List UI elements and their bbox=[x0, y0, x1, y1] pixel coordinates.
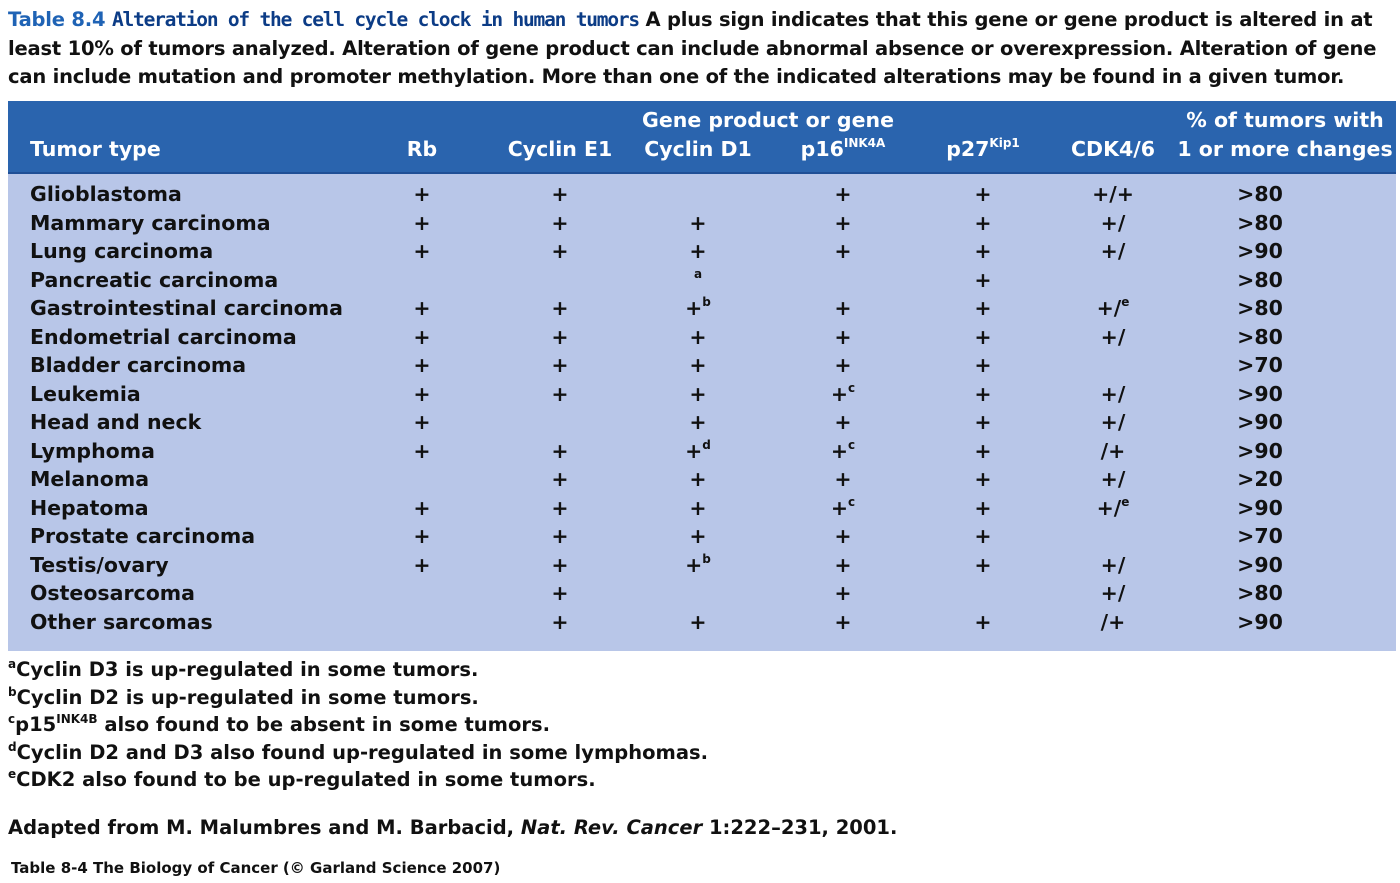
cell-percent: >90 bbox=[1237, 381, 1283, 406]
cell-p27: + bbox=[974, 296, 992, 320]
cell-rb: + bbox=[413, 410, 431, 434]
cell-p16: + bbox=[834, 609, 852, 634]
cell-p16: + bbox=[834, 467, 852, 491]
cell-percent: >90 bbox=[1237, 552, 1283, 577]
table-row bbox=[8, 237, 1396, 266]
cell-tumor-type: Endometrial carcinoma bbox=[30, 324, 297, 349]
cell-rb: + bbox=[413, 182, 431, 206]
cell-rb: + bbox=[413, 239, 431, 263]
table-description: A plus sign indicates that this gene or gene product is altered in at least 10% of tumors analyzed. Alteration of gene product can include abnormal absence or overexpression. Alteration of gene can include mutation and promoter methylation. More than one of the indicated alterations may be found in a given tumor. bbox=[8, 8, 1377, 88]
table-row bbox=[8, 266, 1396, 295]
cell-cdk46: +/ bbox=[1100, 239, 1126, 263]
cell-percent: >80 bbox=[1237, 324, 1283, 349]
header-cyclin-d1: Cyclin D1 bbox=[644, 137, 752, 161]
header-divider bbox=[8, 172, 1396, 174]
cell-p16: + bbox=[834, 239, 852, 263]
cell-cyclin-d1: +$^d$ bbox=[685, 437, 711, 463]
cell-percent: >80 bbox=[1237, 182, 1283, 206]
header-percent-line2: 1 or more changes bbox=[1177, 137, 1393, 161]
cell-tumor-type: Lymphoma bbox=[30, 438, 155, 463]
cell-cyclin-e1: + bbox=[551, 609, 569, 634]
cell-p27: + bbox=[974, 182, 992, 206]
cell-percent: >80 bbox=[1237, 267, 1283, 292]
cell-p16: + bbox=[834, 324, 852, 349]
cell-tumor-type: Leukemia bbox=[30, 381, 141, 406]
cell-p27: + bbox=[974, 239, 992, 263]
cell-cyclin-d1: + bbox=[689, 381, 707, 406]
cell-rb: + bbox=[413, 353, 431, 377]
cell-tumor-type: Testis/ovary bbox=[30, 552, 169, 577]
cell-percent: >90 bbox=[1237, 410, 1283, 434]
cell-tumor-type: Hepatoma bbox=[30, 495, 149, 520]
cell-cyclin-e1: + bbox=[551, 324, 569, 349]
table-row bbox=[8, 522, 1396, 551]
table-row bbox=[8, 579, 1396, 608]
cell-p27: + bbox=[974, 410, 992, 434]
cell-cdk46: /+ bbox=[1100, 609, 1126, 634]
table-caption bbox=[8, 6, 1393, 92]
cell-cyclin-d1: + bbox=[689, 410, 707, 434]
cell-p16: + bbox=[834, 410, 852, 434]
cell-tumor-type: Osteosarcoma bbox=[30, 581, 195, 605]
cell-tumor-type: Melanoma bbox=[30, 467, 150, 491]
footnote-marker: c bbox=[848, 437, 856, 452]
cell-p27: + bbox=[974, 381, 992, 406]
cell-percent: >90 bbox=[1237, 495, 1283, 520]
header-rb: Rb bbox=[406, 137, 438, 161]
cell-tumor-type: Pancreatic carcinoma bbox=[30, 267, 279, 292]
cell-cycle-table bbox=[8, 101, 1396, 651]
header-p27: $p27^{Kip1}$ bbox=[946, 136, 1020, 161]
cell-p16: + bbox=[834, 581, 852, 605]
cell-cyclin-e1: + bbox=[551, 467, 569, 491]
cell-rb: + bbox=[413, 381, 431, 406]
cell-cyclin-d1: + bbox=[689, 210, 707, 235]
cell-p27: + bbox=[974, 353, 992, 377]
cell-p16: + bbox=[834, 182, 852, 206]
cell-cyclin-e1: + bbox=[551, 210, 569, 235]
table-number: Table 8.4 bbox=[8, 8, 106, 31]
table-row bbox=[8, 180, 1396, 209]
cell-p27: + bbox=[974, 495, 992, 520]
cell-cyclin-d1: + bbox=[689, 239, 707, 263]
header-tumor-type: Tumor type bbox=[30, 137, 161, 161]
cell-cdk46: +/ bbox=[1100, 381, 1126, 406]
footnote-marker: d bbox=[702, 437, 711, 452]
cell-cyclin-e1: + bbox=[551, 182, 569, 206]
header-percent-line1: % of tumors with bbox=[1186, 108, 1384, 132]
table-title: Alteration of the cell cycle clock in human tumors bbox=[111, 8, 639, 31]
cell-cyclin-e1: + bbox=[551, 438, 569, 463]
cell-p16: + bbox=[834, 210, 852, 235]
cell-rb: + bbox=[413, 296, 431, 320]
footnote-marker: b bbox=[702, 295, 711, 309]
cell-cyclin-e1: + bbox=[551, 495, 569, 520]
footnote-marker: b bbox=[702, 551, 711, 566]
cell-p16: + bbox=[834, 296, 852, 320]
cell-tumor-type: Mammary carcinoma bbox=[30, 210, 271, 235]
cell-cyclin-d1: + bbox=[689, 353, 707, 377]
table-row bbox=[8, 380, 1396, 409]
footnote-e: $^e$CDK2 also found to be up-regulated in some tumors. bbox=[8, 767, 596, 791]
cell-cyclin-e1: + bbox=[551, 581, 569, 605]
cell-rb: + bbox=[413, 495, 431, 520]
cell-cyclin-d1 bbox=[694, 266, 702, 295]
cell-cyclin-d1: + bbox=[689, 495, 707, 520]
cell-percent: >90 bbox=[1237, 438, 1283, 463]
journal-name: Nat. Rev. Cancer bbox=[520, 816, 703, 839]
cell-cyclin-e1: + bbox=[551, 552, 569, 577]
header-cdk46: CDK4/6 bbox=[1071, 137, 1155, 161]
footnote-marker: a bbox=[693, 266, 703, 281]
cell-cdk46: +/$^e$ bbox=[1096, 494, 1130, 520]
cell-rb: + bbox=[413, 524, 431, 548]
cell-rb: + bbox=[413, 552, 431, 577]
cell-cdk46: +/$^e$ bbox=[1096, 295, 1130, 320]
cell-cyclin-d1: +$^b$ bbox=[685, 551, 711, 577]
cell-tumor-type: Prostate carcinoma bbox=[30, 524, 256, 548]
cell-tumor-type: Bladder carcinoma bbox=[30, 353, 247, 377]
table-row bbox=[8, 351, 1396, 380]
table-body bbox=[8, 172, 1396, 651]
table-row bbox=[8, 608, 1396, 637]
figure-credit: Table 8-4 The Biology of Cancer (© Garland Science 2007) bbox=[11, 859, 501, 877]
footnote-a: $^a$Cyclin D3 is up-regulated in some tumors. bbox=[8, 657, 479, 681]
footnote-d: $^d$Cyclin D2 and D3 also found up-regulated in some lymphomas. bbox=[8, 739, 709, 764]
cell-p16: + bbox=[834, 552, 852, 577]
cell-cdk46: +/+ bbox=[1092, 182, 1134, 206]
footnote-marker: e bbox=[1121, 295, 1130, 309]
cell-percent: >80 bbox=[1237, 581, 1283, 605]
header-cyclin-e1: Cyclin E1 bbox=[507, 137, 613, 161]
cell-cdk46: /+ bbox=[1100, 438, 1126, 463]
footnote-marker: c bbox=[848, 494, 856, 509]
cell-rb: + bbox=[413, 324, 431, 349]
footnote-c: $^cp15^{INK4B}$ also found to be absent in some tumors. bbox=[8, 712, 551, 736]
cell-cdk46: +/ bbox=[1100, 552, 1126, 577]
table-row bbox=[8, 323, 1396, 352]
cell-cyclin-d1: + bbox=[689, 324, 707, 349]
footnote-marker: e bbox=[1121, 494, 1130, 509]
cell-p16: +$^c$ bbox=[830, 494, 856, 520]
cell-p16: + bbox=[834, 524, 852, 548]
cell-rb: + bbox=[413, 438, 431, 463]
cell-tumor-type: Gastrointestinal carcinoma bbox=[30, 296, 343, 320]
cell-percent: >90 bbox=[1237, 239, 1283, 263]
table-header bbox=[8, 101, 1396, 172]
cell-cdk46: +/ bbox=[1100, 581, 1126, 605]
cell-p16: +$^c$ bbox=[830, 437, 856, 463]
cell-cyclin-e1: + bbox=[551, 353, 569, 377]
cell-percent: >80 bbox=[1237, 210, 1283, 235]
table-row bbox=[8, 294, 1396, 323]
cell-tumor-type: Glioblastoma bbox=[30, 182, 182, 206]
table-row bbox=[8, 465, 1396, 494]
cell-p27: + bbox=[974, 324, 992, 349]
footnotes bbox=[8, 656, 708, 794]
cell-cyclin-e1: + bbox=[551, 381, 569, 406]
table-row bbox=[8, 437, 1396, 466]
header-gene-group: Gene product or gene bbox=[642, 108, 894, 132]
cell-p27: + bbox=[974, 267, 992, 292]
cell-percent: >80 bbox=[1237, 296, 1283, 320]
cell-p27: + bbox=[974, 467, 992, 491]
cell-cdk46: +/ bbox=[1100, 410, 1126, 434]
source-citation: Adapted from M. Malumbres and M. Barbacid, Nat. Rev. Cancer 1:222–231, 2001. bbox=[8, 816, 898, 839]
cell-cdk46: +/ bbox=[1100, 324, 1126, 349]
cell-p27: + bbox=[974, 438, 992, 463]
cell-p27: + bbox=[974, 210, 992, 235]
cell-cyclin-d1: + bbox=[689, 467, 707, 491]
cell-tumor-type: Other sarcomas bbox=[30, 609, 213, 634]
cell-cyclin-d1: + bbox=[689, 524, 707, 548]
cell-cdk46: +/ bbox=[1100, 467, 1126, 491]
cell-p27: + bbox=[974, 552, 992, 577]
cell-percent: >70 bbox=[1237, 353, 1283, 377]
cell-cyclin-d1: +$^b$ bbox=[685, 295, 711, 320]
cell-p16: + bbox=[834, 353, 852, 377]
table-row bbox=[8, 209, 1396, 238]
cell-p27: + bbox=[974, 524, 992, 548]
cell-cyclin-e1: + bbox=[551, 524, 569, 548]
cell-cdk46: +/ bbox=[1100, 210, 1126, 235]
cell-cyclin-d1: + bbox=[689, 609, 707, 634]
footnote-marker: c bbox=[848, 380, 856, 395]
cell-tumor-type: Lung carcinoma bbox=[30, 239, 214, 263]
cell-percent: >20 bbox=[1237, 467, 1283, 491]
table-row bbox=[8, 408, 1396, 437]
header-p16: $p16^{INK4A}$ bbox=[800, 136, 886, 161]
table-row bbox=[8, 494, 1396, 523]
cell-cyclin-e1: + bbox=[551, 296, 569, 320]
table-row bbox=[8, 551, 1396, 580]
cell-percent: >70 bbox=[1237, 524, 1283, 548]
cell-p16: +$^c$ bbox=[830, 380, 856, 406]
cell-percent: >90 bbox=[1237, 609, 1283, 634]
footnote-b: $^b$Cyclin D2 is up-regulated in some tumors. bbox=[8, 684, 479, 709]
cell-tumor-type: Head and neck bbox=[30, 410, 202, 434]
cell-p27: + bbox=[974, 609, 992, 634]
cell-cyclin-e1: + bbox=[551, 239, 569, 263]
cell-rb: + bbox=[413, 210, 431, 235]
